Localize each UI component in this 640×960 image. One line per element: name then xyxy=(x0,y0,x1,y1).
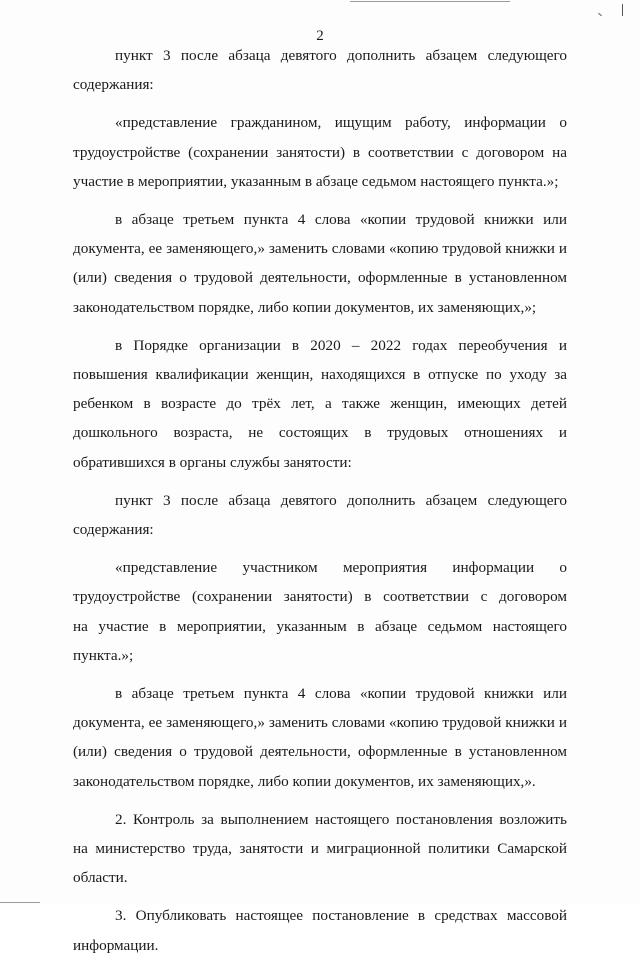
paragraph: «представление гражданином, ищущим работу, информации о трудоустройстве (сохранении занятости) в соответствии с договором на участие в мероприятии, указанным в абзаце седьмом настоящего пункта.»; xyxy=(73,114,567,190)
paragraph: 2. Контроль за выполнением настоящего постановления возложить на министерство труда, занятости и миграционной политики Самарской области. xyxy=(73,810,567,887)
paragraph: в абзаце третьем пункта 4 слова «копии трудовой книжки или документа, ее заменяющего,» заменить словами «копию трудовой книжки и (или) сведения о трудовой деятельности, оформленные в установленном законодательством порядке, либо копии документов, их заменяющих,»; xyxy=(73,211,567,316)
scan-edge-mark xyxy=(350,1,510,2)
scan-speck xyxy=(622,4,623,16)
scan-edge-mark xyxy=(0,902,40,903)
page-number: 2 xyxy=(316,28,324,44)
document-body xyxy=(73,41,567,960)
paragraph: 3. Опубликовать настоящее постановление в средствах массовой информации. xyxy=(73,907,567,954)
paragraph: в абзаце третьем пункта 4 слова «копии трудовой книжки или документа, ее заменяющего,» заменить словами «копию трудовой книжки и (или) сведения о трудовой деятельности, оформленные в установленном законодательством порядке, либо копии документов, их заменяющих,». xyxy=(73,685,567,790)
paragraph: пункт 3 после абзаца девятого дополнить абзацем следующего содержания: xyxy=(73,47,567,94)
paragraph: пункт 3 после абзаца девятого дополнить абзацем следующего содержания: xyxy=(73,491,567,539)
scan-speck xyxy=(598,13,602,16)
paragraph: «представление участником мероприятия информации о трудоустройстве (сохранении занятости) в соответствии с договором на участие в мероприятии, указанным в абзаце седьмом настоящего пункта.»; xyxy=(73,559,567,664)
paragraph: в Порядке организации в 2020 – 2022 годах переобучения и повышения квалификации женщин, находящихся в отпуске по уходу за ребенком в возрасте до трёх лет, а также женщин, имеющих детей дошкольного возраста, не состоящих в трудовых отношениях и обратившихся в органы службы занятости: xyxy=(73,336,567,471)
